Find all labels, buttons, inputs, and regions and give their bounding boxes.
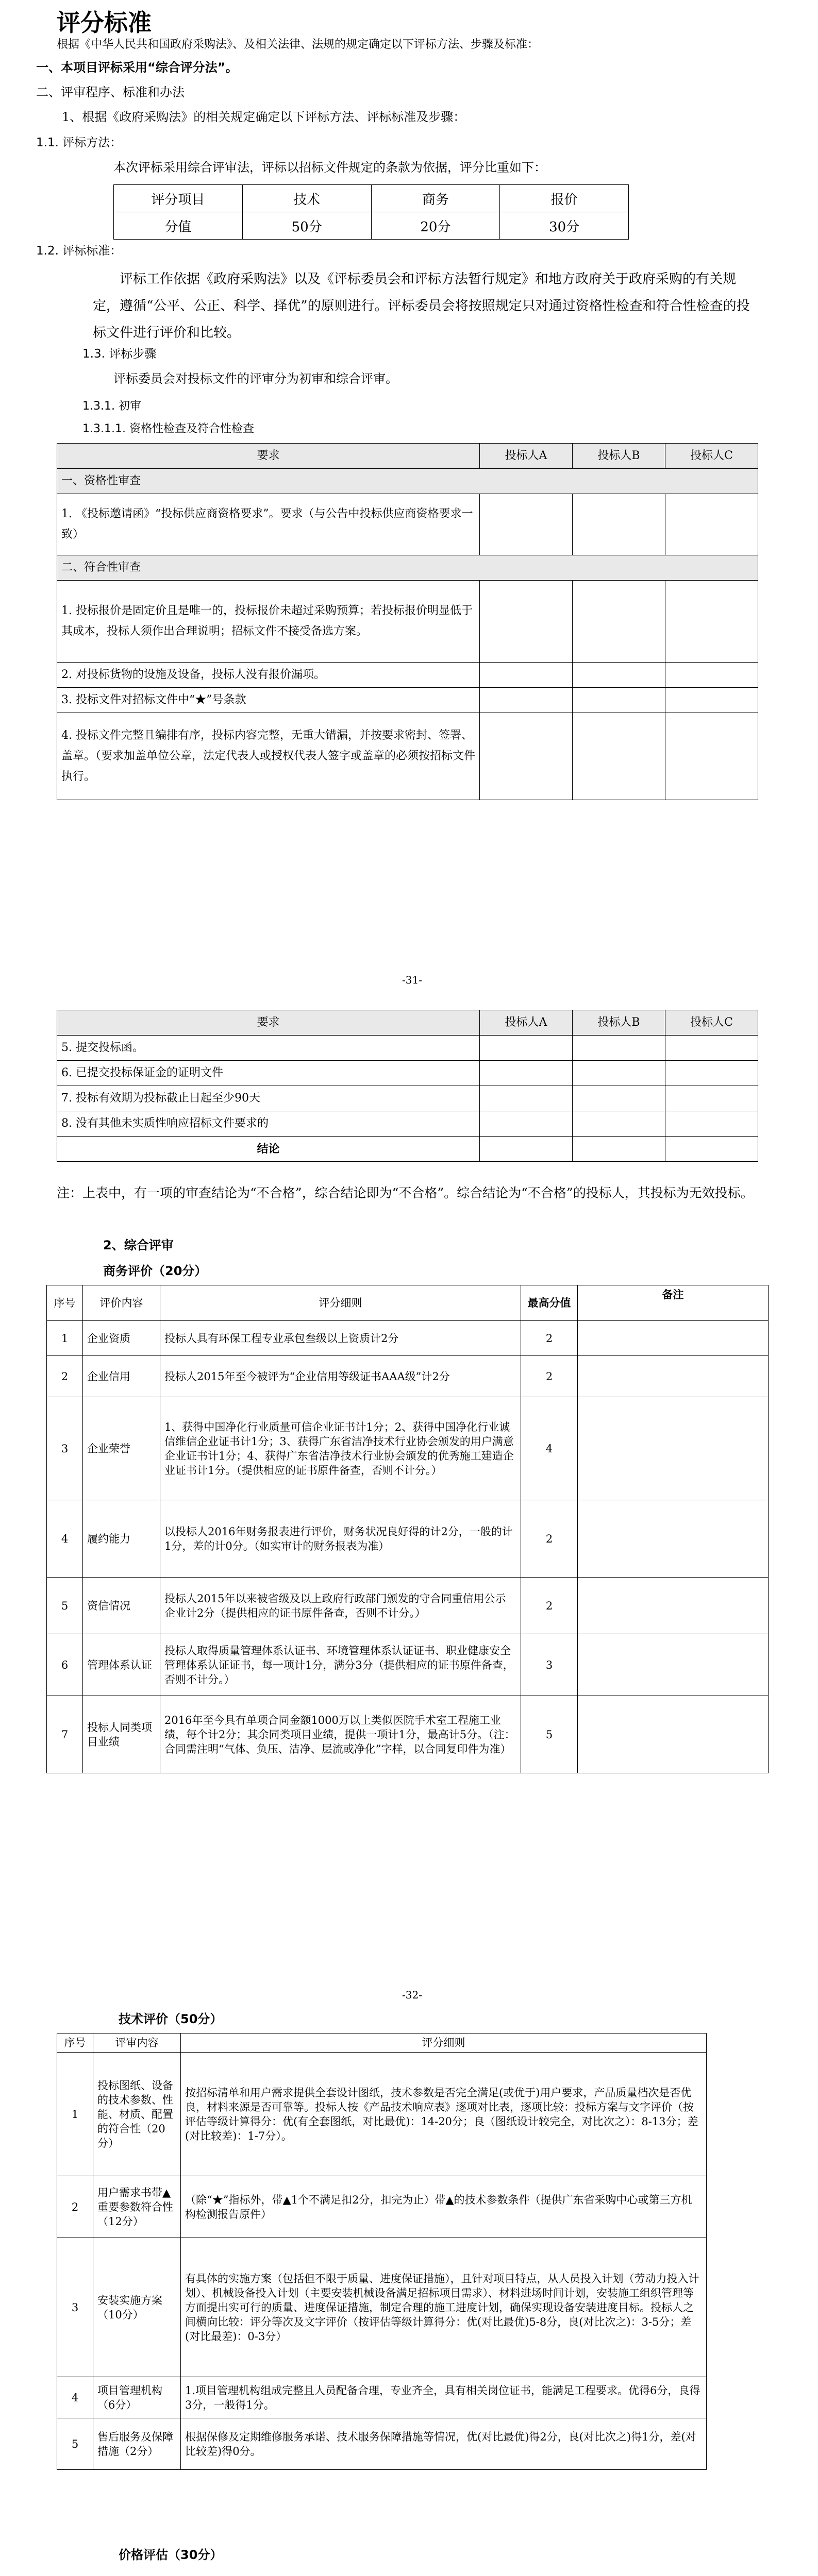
tech-row-no: 5 bbox=[57, 2418, 93, 2470]
tech-row-item: 安装实施方案（10分） bbox=[93, 2238, 181, 2377]
section-2-heading: 二、评审程序、标准和办法 bbox=[36, 85, 185, 99]
score-header-tech: 技术 bbox=[242, 185, 371, 212]
biz-row-detail: 投标人2015年以来被省级及以上政府行政部门颁发的守合同重信用公示企业计2分（提供相应的证书原件备查，否则不计分。） bbox=[160, 1578, 521, 1634]
eval-row-conformity-3: 3. 投标文件对招标文件中“★”号条款 bbox=[57, 688, 480, 713]
subsection-1-3-text: 评标委员会对投标文件的评审分为初审和综合评审。 bbox=[113, 371, 398, 386]
eval-row-conformity-1: 1. 投标报价是固定价且是唯一的，投标报价未超过采购预算；若投标报价明显低于其成本，投标人须作出合理说明；招标文件不接受备选方案。 bbox=[57, 581, 480, 663]
business-evaluation-title: 商务评价（20分） bbox=[103, 1264, 207, 1278]
eval-header-bidder-c: 投标人C bbox=[665, 444, 758, 469]
price-evaluation-title: 价格评估（30分） bbox=[119, 2548, 223, 2562]
page-title: 评分标准 bbox=[57, 9, 152, 37]
score-weight-table bbox=[113, 184, 629, 240]
biz-row-score: 2 bbox=[521, 1578, 578, 1634]
biz-row-detail: 投标人具有环保工程专业承包叁级以上资质计2分 bbox=[160, 1321, 521, 1356]
business-evaluation-table bbox=[46, 1285, 769, 1773]
tech-row-detail: 1.项目管理机构组成完整且人员配备合理，专业齐全，具有相关岗位证书，能满足工程要求。优得6分，良得3分，一般得1分。 bbox=[181, 2377, 707, 2418]
eval-conclusion-label: 结论 bbox=[57, 1137, 480, 1162]
biz-header-max-score: 最高分值 bbox=[521, 1285, 578, 1321]
eval-row-6: 6. 已提交投标保证金的证明文件 bbox=[57, 1061, 480, 1086]
tech-row-detail: （除“★”指标外，带▲1个不满足扣2分，扣完为止）带▲的技术参数条件（提供广东省采购中心或第三方机构检测报告原件） bbox=[181, 2176, 707, 2238]
eval-row-conformity-2: 2. 对投标货物的设施及设备，投标人没有报价漏项。 bbox=[57, 663, 480, 688]
tech-row-no: 4 bbox=[57, 2377, 93, 2418]
tech-row-detail: 根据保修及定期维修服务承诺、技术服务保障措施等情况，优(对比最优)得2分，良(对比次之)得1分，差(对比较差)得0分。 bbox=[181, 2418, 707, 2470]
biz-row-no: 1 bbox=[47, 1321, 83, 1356]
biz-row-item: 履约能力 bbox=[83, 1500, 160, 1578]
score-tech-value: 50分 bbox=[242, 212, 371, 240]
biz-row-detail: 投标人取得质量管理体系认证书、环境管理体系认证证书、职业健康安全管理体系认证证书，每一项计1分，满分3分（提供相应的证书原件备查，否则不计分。） bbox=[160, 1634, 521, 1696]
biz-header-item: 评价内容 bbox=[83, 1285, 160, 1321]
biz-row-score: 2 bbox=[521, 1356, 578, 1397]
technical-evaluation-title: 技术评价（50分） bbox=[119, 2012, 223, 2026]
score-header-item: 评分项目 bbox=[114, 185, 243, 212]
biz-row-score: 2 bbox=[521, 1500, 578, 1578]
review-note: 注：上表中，有一项的审查结论为“不合格”，综合结论即为“不合格”。综合结论为“不合格”的投标人，其投标为无效投标。 bbox=[57, 1185, 754, 1200]
biz-row-no: 7 bbox=[47, 1696, 83, 1773]
biz-row-score: 5 bbox=[521, 1696, 578, 1773]
eval-row-8: 8. 没有其他未实质性响应招标文件要求的 bbox=[57, 1111, 480, 1137]
eval-header-requirement: 要求 bbox=[57, 444, 480, 469]
tech-header-item: 评审内容 bbox=[93, 2033, 181, 2053]
eval-header-bidder-a: 投标人A bbox=[480, 1010, 573, 1036]
score-price-value: 30分 bbox=[500, 212, 629, 240]
biz-header-no: 序号 bbox=[47, 1285, 83, 1321]
tech-header-detail: 评分细则 bbox=[181, 2033, 707, 2053]
qualification-check-table-continued bbox=[57, 1010, 758, 1162]
eval-row-5: 5. 提交投标函。 bbox=[57, 1036, 480, 1061]
tech-row-detail: 有具体的实施方案（包括但不限于质量、进度保证措施），且针对项目特点，从人员投入计划（劳动力投入计划）、机械设备投入计划（主要安装机械设备满足招标项目需求）、材料进场时间计划，安装施工组织管理等方面提出实可行的质量、进度保证措施，制定合理的施工进度计划，确保实现设备安装进度目标。投标人之间横向比较：评分等次及文字评价（按评估等级计算得分：优(对比最优)5-8分，良(对比次之)：3-5分；差(对比最差)：0-3分） bbox=[181, 2238, 707, 2377]
biz-row-detail: 以投标人2016年财务报表进行评价，财务状况良好得的计2分，一般的计1分，差的计0分。（如实审计的财务报表为准） bbox=[160, 1500, 521, 1578]
score-header-price: 报价 bbox=[500, 185, 629, 212]
subsection-1-1-text: 本次评标采用综合评审法，评标以招标文件规定的条款为依据，评分比重如下： bbox=[113, 160, 546, 175]
biz-row-no: 3 bbox=[47, 1397, 83, 1500]
subsection-1-1-heading: 1.1. 评标方法： bbox=[36, 136, 122, 149]
biz-row-score: 2 bbox=[521, 1321, 578, 1356]
tech-row-item: 项目管理机构（6分） bbox=[93, 2377, 181, 2418]
tech-row-no: 1 bbox=[57, 2053, 93, 2176]
biz-header-detail: 评分细则 bbox=[160, 1285, 521, 1321]
subsection-1-3-heading: 1.3. 评标步骤 bbox=[82, 347, 157, 361]
tech-row-item: 投标图纸、设备的技术参数、性能、材质、配置的符合性（20分） bbox=[93, 2053, 181, 2176]
biz-row-item: 投标人同类项目业绩 bbox=[83, 1696, 160, 1773]
score-row-label: 分值 bbox=[114, 212, 243, 240]
subsection-1-3-1-heading: 1.3.1. 初审 bbox=[82, 400, 141, 413]
biz-row-item: 资信情况 bbox=[83, 1578, 160, 1634]
eval-section-conformity: 二、符合性审查 bbox=[57, 555, 758, 581]
eval-header-bidder-c: 投标人C bbox=[665, 1010, 758, 1036]
biz-header-remark: 备注 bbox=[578, 1285, 769, 1321]
eval-header-bidder-b: 投标人B bbox=[573, 444, 665, 469]
page-number: -32- bbox=[402, 1989, 422, 2001]
subsection-1-2-text: 评标工作依据《政府采购法》以及《评标委员会和评标方法暂行规定》和地方政府关于政府采购的有关规定，遵循“公平、公正、科学、择优”的原则进行。评标委员会将按照规定只对通过资格性检查和符合性检查的投标文件进行评价和比较。 bbox=[93, 272, 750, 341]
subsection-1-3-1-1-heading: 1.3.1.1. 资格性检查及符合性检查 bbox=[82, 422, 254, 435]
section-2-1-text: 1、根据《政府采购法》的相关规定确定以下评标方法、评标标准及步骤： bbox=[62, 110, 466, 124]
biz-row-detail: 1、获得中国净化行业质量可信企业证书计1分；2、获得中国净化行业诚信维信企业证书计1分；3、获得广东省洁净技术行业协会颁发的用户满意企业证书计1分；4、获得广东省洁净技术行业协会颁发的优秀施工建造企业证书计1分。（提供相应的证书原件备查，否则不计分。） bbox=[160, 1397, 521, 1500]
page-number: -31- bbox=[402, 974, 422, 986]
tech-row-item: 售后服务及保障措施（2分） bbox=[93, 2418, 181, 2470]
tech-row-no: 3 bbox=[57, 2238, 93, 2377]
biz-row-score: 3 bbox=[521, 1634, 578, 1696]
eval-row-conformity-4: 4. 投标文件完整且编排有序，投标内容完整，无重大错漏，并按要求密封、签署、盖章。（要求加盖单位公章，法定代表人或授权代表人签字或盖章的必须按招标文件执行。 bbox=[57, 713, 480, 800]
technical-evaluation-table bbox=[57, 2033, 707, 2470]
biz-row-no: 2 bbox=[47, 1356, 83, 1397]
biz-row-no: 6 bbox=[47, 1634, 83, 1696]
biz-row-no: 4 bbox=[47, 1500, 83, 1578]
subsection-1-2-heading: 1.2. 评标标准： bbox=[36, 244, 122, 258]
eval-row-7: 7. 投标有效期为投标截止日起至少90天 bbox=[57, 1086, 480, 1111]
comprehensive-review-heading: 2、综合评审 bbox=[103, 1238, 174, 1252]
tech-row-detail: 按招标清单和用户需求提供全套设计图纸，技术参数是否完全满足(或优于)用户要求，产品质量档次是否优良，材料来源是否可靠等。投标人按《产品技术响应表》逐项对比表，逐项比较：投标方案与文字评价（按评估等级计算得分：优(有全套图纸，对比最优)：14-20分；良（图纸设计较完全，对比次之）：8-13分；差(对比较差)：1-7分）。 bbox=[181, 2053, 707, 2176]
intro-text: 根据《中华人民共和国政府采购法》、及相关法律、法规的规定确定以下评标方法、步骤及标准： bbox=[57, 38, 539, 51]
biz-row-item: 企业荣誉 bbox=[83, 1397, 160, 1500]
qualification-check-table bbox=[57, 443, 758, 800]
tech-header-no: 序号 bbox=[57, 2033, 93, 2053]
biz-row-item: 企业信用 bbox=[83, 1356, 160, 1397]
biz-row-score: 4 bbox=[521, 1397, 578, 1500]
eval-header-bidder-b: 投标人B bbox=[573, 1010, 665, 1036]
eval-header-bidder-a: 投标人A bbox=[480, 444, 573, 469]
tech-row-item: 用户需求书带▲重要参数符合性（12分） bbox=[93, 2176, 181, 2238]
eval-row-qualification-1: 1. 《投标邀请函》“投标供应商资格要求”。要求（与公告中投标供应商资格要求一致） bbox=[57, 494, 480, 555]
tech-row-no: 2 bbox=[57, 2176, 93, 2238]
section-1-heading: 一、本项目评标采用“综合评分法”。 bbox=[36, 60, 238, 75]
eval-section-qualification: 一、资格性审查 bbox=[57, 469, 758, 494]
score-header-business: 商务 bbox=[371, 185, 500, 212]
biz-row-no: 5 bbox=[47, 1578, 83, 1634]
biz-row-item: 企业资质 bbox=[83, 1321, 160, 1356]
biz-row-detail: 投标人2015年至今被评为“企业信用等级证书AAA级”计2分 bbox=[160, 1356, 521, 1397]
biz-row-detail: 2016年至今具有单项合同金额1000万以上类似医院手术室工程施工业绩，每个计2分；其余同类项目业绩，提供一项计1分，最高计5分。（注：合同需注明“气体、负压、洁净、层流或净化”字样，以合同复印件为准） bbox=[160, 1696, 521, 1773]
score-business-value: 20分 bbox=[371, 212, 500, 240]
biz-row-item: 管理体系认证 bbox=[83, 1634, 160, 1696]
eval-header-requirement: 要求 bbox=[57, 1010, 480, 1036]
